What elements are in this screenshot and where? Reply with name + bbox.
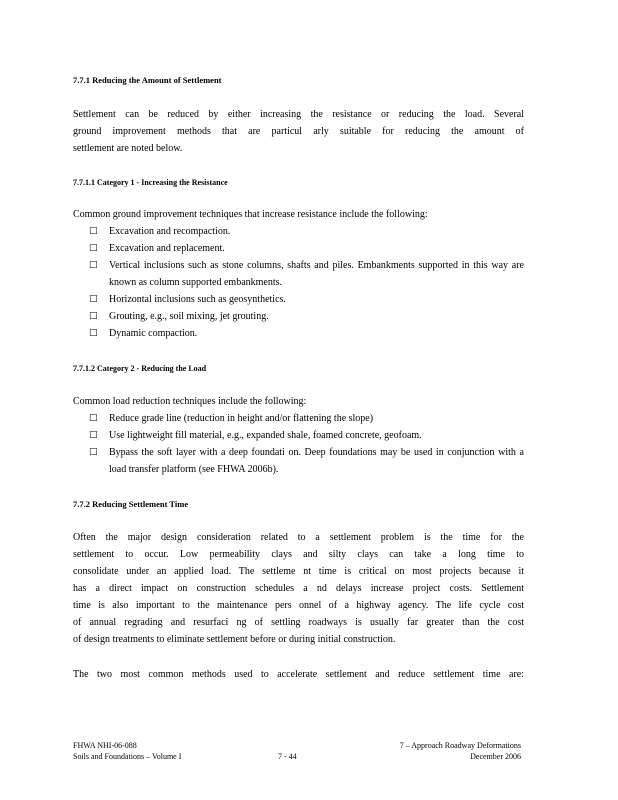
text-line: ground improvement methods that are particul arly suitable for reducing the amount of <box>73 126 524 137</box>
list-item: □ Excavation and recompaction. <box>89 223 524 240</box>
bullet-box-icon: □ <box>89 413 98 423</box>
list-item: □ Vertical inclusions such as stone columns, shafts and piles. Embankments supported in this way are known as column supported embankments. <box>89 257 524 291</box>
text-line: settlement to occur. Low permeability clays and silty clays can take a long time to <box>73 549 524 560</box>
bullet-box-icon: □ <box>89 243 98 253</box>
intro-reducing-load <box>73 393 524 410</box>
list-increasing-resistance <box>89 223 524 342</box>
heading-7-7-1: 7.7.1 Reducing the Amount of Settlement <box>73 75 222 85</box>
bullet-box-icon: □ <box>89 447 98 457</box>
list-item: □ Reduce grade line (reduction in height and/or flattening the slope) <box>89 410 524 427</box>
list-item: □ Dynamic compaction. <box>89 325 524 342</box>
heading-7-7-2: 7.7.2 Reducing Settlement Time <box>73 499 189 509</box>
text-line: consolidate under an applied load. The settleme nt time is critical on most projects because it <box>73 566 524 577</box>
list-item: □ Excavation and replacement. <box>89 240 524 257</box>
bullet-box-icon: □ <box>89 260 98 270</box>
footer-left <box>73 740 181 762</box>
text-line: Settlement can be reduced by either increasing the resistance or reducing the load. Several <box>73 109 524 120</box>
footer-publication-number: FHWA NHI-06-088 <box>73 741 137 750</box>
footer-right <box>400 740 521 762</box>
list-item: □ Grouting, e.g., soil mixing, jet grouting. <box>89 308 524 325</box>
paragraph-settlement-time <box>73 529 524 648</box>
text-line: has a direct impact on construction schedules a nd delays increase project costs. Settlement <box>73 583 524 594</box>
list-reducing-load <box>89 410 524 478</box>
bullet-box-icon: □ <box>89 430 98 440</box>
bullet-box-icon: □ <box>89 328 98 338</box>
text-line: settlement are noted below. <box>73 143 183 154</box>
paragraph-reducing-amount <box>73 106 524 157</box>
heading-7-7-1-2: 7.7.1.2 Category 2 - Reducing the Load <box>73 364 207 373</box>
paragraph-common-methods <box>73 666 524 683</box>
list-item: □ Use lightweight fill material, e.g., expanded shale, foamed concrete, geofoam. <box>89 427 524 444</box>
text-line: Common ground improvement techniques that increase resistance include the following: <box>73 209 428 220</box>
list-item: □ Bypass the soft layer with a deep foundati on. Deep foundations may be used in conjunction with a load transfer platform (see FHWA 2006b). <box>89 444 524 478</box>
text-line: time is also important to the maintenance pers onnel of a highway agency. The life cycle cost <box>73 600 524 611</box>
list-item: □ Horizontal inclusions such as geosynthetics. <box>89 291 524 308</box>
text-line: of design treatments to eliminate settlement before or during initial construction. <box>73 634 396 645</box>
intro-increasing-resistance <box>73 206 524 223</box>
footer-date: December 2006 <box>470 752 521 761</box>
footer-page-number: 7 - 44 <box>278 752 297 761</box>
text-line: Often the major design consideration related to a settlement problem is the time for the <box>73 532 524 543</box>
footer-manual-title: Soils and Foundations – Volume I <box>73 752 182 761</box>
text-line: of annual regrading and resurfaci ng of settling roadways is usually far greater than the cost <box>73 617 524 628</box>
text-line: The two most common methods used to accelerate settlement and reduce settlement time are: <box>73 669 524 680</box>
heading-7-7-1-1: 7.7.1.1 Category 1 - Increasing the Resistance <box>73 178 228 187</box>
bullet-box-icon: □ <box>89 226 98 236</box>
bullet-box-icon: □ <box>89 311 98 321</box>
bullet-box-icon: □ <box>89 294 98 304</box>
text-line: Common load reduction techniques include the following: <box>73 396 307 407</box>
footer-chapter-title: 7 – Approach Roadway Deformations <box>399 741 521 750</box>
